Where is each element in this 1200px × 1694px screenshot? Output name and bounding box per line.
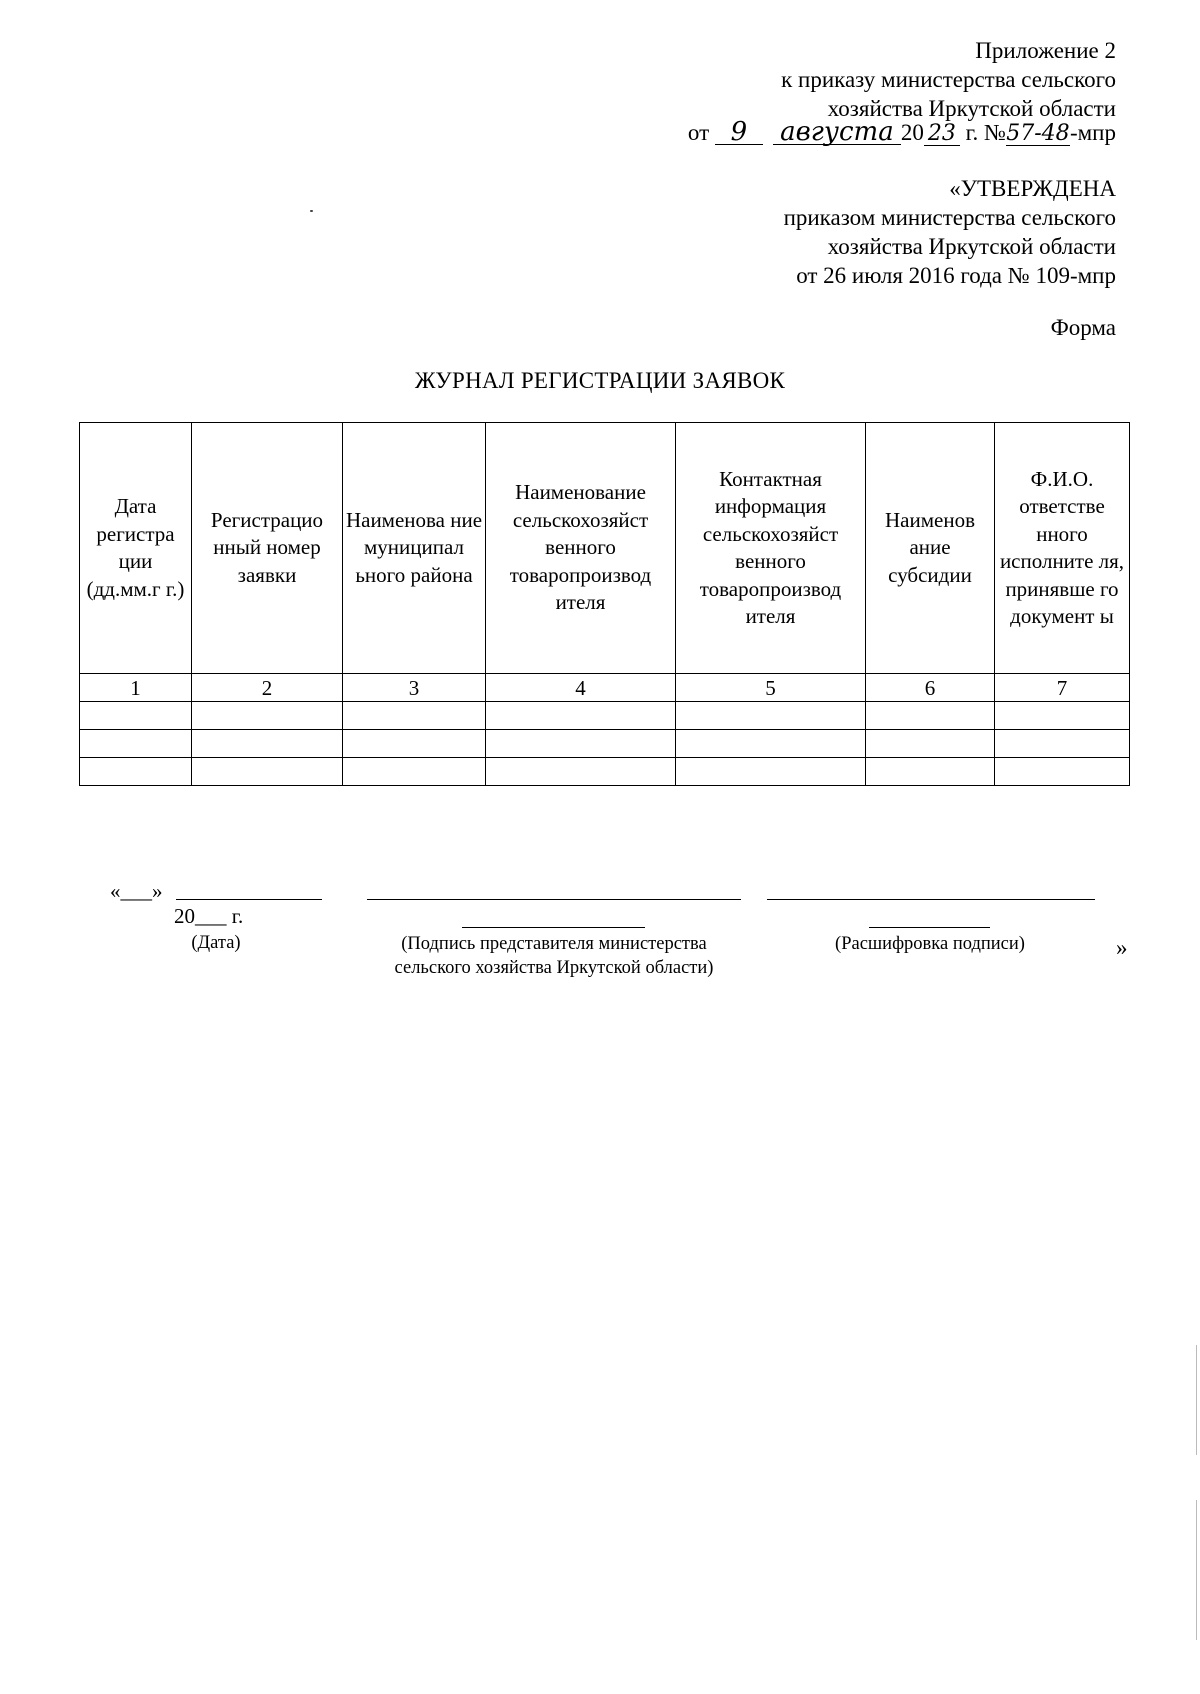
approved-line-3: хозяйства Иркутской области [827,234,1116,259]
table-row [80,758,1130,786]
order-suffix: -мпр [1069,120,1116,145]
handwritten-day: 9 [730,117,748,147]
order-date-line [688,118,1116,147]
handwritten-order-number: 57-48 [1006,121,1070,146]
table-cell [192,730,343,758]
order-line-1: к приказу министерства сельского [781,67,1116,92]
form-label: Форма [1050,315,1116,340]
column-number: 4 [486,674,676,702]
table-cell [192,758,343,786]
header-producer-name: Наименование сельскохозяйст венного товаропроизвод ителя [486,423,676,674]
decode-line [767,899,1095,900]
column-number: 6 [866,674,995,702]
order-line-2: хозяйства Иркутской области [827,96,1116,121]
column-number: 1 [80,674,192,702]
table-cell [676,702,866,730]
year-prefix: 20 [900,120,924,145]
table-cell [486,730,676,758]
table-cell [995,758,1130,786]
appendix-label: Приложение 2 [975,38,1116,63]
table-cell [866,730,995,758]
year-label: г. № [965,120,1006,145]
table-cell [343,758,486,786]
column-number: 7 [995,674,1130,702]
date-day-field [715,117,763,147]
registration-journal-table [79,422,1130,786]
date-caption: (Дата) [191,933,241,953]
header-registration-number: Регистрацио нный номер заявки [192,423,343,674]
closing-quote: » [1116,935,1128,960]
table-cell [486,702,676,730]
table-row [80,730,1130,758]
date-prefix: от [687,120,710,145]
table-cell [80,758,192,786]
header-producer-contact: Контактная информация сельскохозяйст венного товаропроизвод ителя [676,423,866,674]
table-cell [995,730,1130,758]
table-cell [343,730,486,758]
date-quote: «___» [110,879,163,903]
table-cell [866,758,995,786]
approved-line-1: «УТВЕРЖДЕНА [949,176,1116,201]
year-text: 20___ г. [174,904,244,928]
scan-speck [310,210,313,212]
table-cell [80,730,192,758]
scan-edge-mark [1196,1345,1197,1455]
date-month-field [773,117,901,147]
signature-subline [462,927,645,928]
approved-line-4: от 26 июля 2016 года № 109-мпр [796,263,1116,288]
header-registration-date: Дата регистра ции (дд.мм.г г.) [80,423,192,674]
column-number: 3 [343,674,486,702]
column-number: 5 [676,674,866,702]
table-cell [192,702,343,730]
representative-caption-2: сельского хозяйства Иркутской области) [394,958,714,978]
order-number-field [1006,121,1070,146]
year-field [924,121,960,146]
representative-caption-1: (Подпись представителя министерства [401,934,707,954]
header-responsible-executor: Ф.И.О. ответстве нного исполните ля, принявше го документ ы [995,423,1130,674]
decode-caption: (Расшифровка подписи) [835,934,1025,954]
table-number-row [80,674,1130,702]
table-cell [676,730,866,758]
table-cell [486,758,676,786]
table-cell [80,702,192,730]
table-row [80,702,1130,730]
handwritten-year: 23 [927,121,956,146]
decode-subline [869,927,990,928]
column-number: 2 [192,674,343,702]
signature-line [367,899,741,900]
scan-edge-mark [1196,1500,1197,1640]
table-header-row [80,423,1130,674]
table-cell [676,758,866,786]
table-cell [343,702,486,730]
handwritten-month: августа [780,117,894,147]
header-municipal-district: Наименова ние муниципал ьного района [343,423,486,674]
table-cell [995,702,1130,730]
table-cell [866,702,995,730]
document-title: ЖУРНАЛ РЕГИСТРАЦИИ ЗАЯВОК [414,368,786,393]
approved-line-2: приказом министерства сельского [783,205,1116,230]
date-line [176,899,322,900]
header-subsidy-name: Наименов ание субсидии [866,423,995,674]
